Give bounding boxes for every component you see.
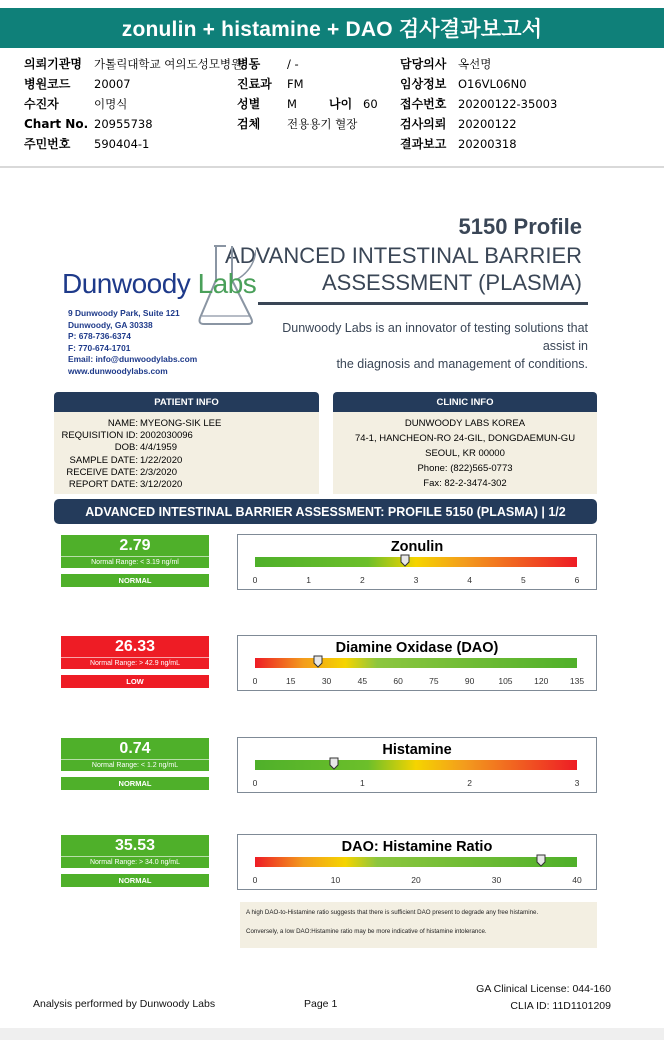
result-status-badge: NORMAL bbox=[61, 574, 209, 587]
footer-analysis: Analysis performed by Dunwoody Labs bbox=[33, 998, 216, 1010]
gauge-tick-label: 120 bbox=[534, 676, 549, 686]
gauge-tick-label: 1 bbox=[306, 575, 312, 585]
gauge-marker-icon bbox=[536, 854, 546, 867]
footer-page: Page 1 bbox=[304, 998, 338, 1010]
header-value: 이명식 bbox=[94, 97, 128, 111]
patient-info-label: NAME: bbox=[107, 418, 138, 429]
gauge-marker-icon bbox=[400, 554, 410, 567]
header-value: 가톨릭대학교 여의도성모병원 bbox=[94, 57, 243, 71]
result-range: Normal Range: > 34.0 ng/mL bbox=[61, 856, 209, 868]
gauge-tick-label: 2 bbox=[467, 778, 473, 788]
patient-info-value: 4/4/1959 bbox=[140, 442, 177, 454]
result-gauge bbox=[237, 534, 597, 590]
tagline-line: Dunwoody Labs is an innovator of testing solutions that assist in bbox=[282, 321, 588, 353]
report-page bbox=[0, 168, 664, 1028]
gauge-tick-label: 30 bbox=[491, 875, 502, 885]
gauge-marker-icon bbox=[329, 757, 339, 770]
profile-title: 5150 Profile bbox=[458, 214, 582, 239]
gauge-title: DAO: Histamine Ratio bbox=[341, 839, 493, 855]
assessment-title-line2: ASSESSMENT (PLASMA) bbox=[322, 270, 582, 295]
header-label: 병원코드 bbox=[24, 77, 71, 91]
patient-info-label: REPORT DATE: bbox=[68, 479, 138, 491]
gauge-tick-label: 60 bbox=[393, 676, 403, 686]
gauge-tick-label: 45 bbox=[357, 676, 368, 686]
gauge-tick-label: 3 bbox=[574, 778, 580, 788]
header-value: / - bbox=[287, 57, 299, 71]
header-label: 접수번호 bbox=[400, 97, 447, 111]
patient-info-value: 3/12/2020 bbox=[140, 479, 183, 491]
result-value: 35.53 bbox=[61, 835, 209, 856]
gauge-tick-label: 3 bbox=[413, 575, 419, 585]
gauge-bar bbox=[255, 857, 577, 867]
clinic-info-line: Fax: 82-2-3474-302 bbox=[423, 478, 507, 489]
clinic-info-line: DUNWOODY LABS KOREA bbox=[404, 418, 526, 429]
result-gauge bbox=[237, 737, 597, 793]
gauge-tick-label: 20 bbox=[411, 875, 421, 885]
header-label: 검사의뢰 bbox=[400, 117, 447, 131]
header-right-col bbox=[400, 56, 557, 152]
patient-info-value: 2/3/2020 bbox=[140, 466, 177, 478]
header-value: 590404-1 bbox=[94, 137, 150, 151]
header-label: 진료과 bbox=[237, 77, 272, 91]
result-gauge bbox=[237, 834, 597, 890]
header-label: 성별 bbox=[237, 97, 261, 111]
header-left-col bbox=[24, 56, 242, 152]
header-label: 나이 bbox=[329, 97, 353, 111]
footer-license: GA Clinical License: 044-160 bbox=[476, 983, 611, 995]
gauge-tick-label: 6 bbox=[574, 575, 580, 585]
header-value: 옥선명 bbox=[458, 57, 492, 71]
footer-clia: CLIA ID: 11D1101209 bbox=[510, 1000, 611, 1012]
assessment-title-line1: ADVANCED INTESTINAL BARRIER bbox=[225, 243, 582, 268]
header-label: 주민번호 bbox=[24, 137, 71, 151]
gauge-title: Diamine Oxidase (DAO) bbox=[335, 640, 499, 656]
gauge-tick-label: 0 bbox=[252, 676, 258, 686]
patient-info-label: DOB: bbox=[114, 442, 138, 454]
header-label: 의뢰기관명 bbox=[24, 57, 82, 71]
assessment-title bbox=[225, 242, 582, 296]
tagline-line: the diagnosis and management of conditions. bbox=[336, 357, 588, 371]
result-card bbox=[61, 636, 209, 688]
result-card bbox=[61, 535, 209, 587]
report-title: zonulin + histamine + DAO 검사결과보고서 bbox=[121, 18, 543, 41]
result-card bbox=[61, 835, 209, 887]
header-mid-col bbox=[237, 56, 378, 132]
header-label: 병동 bbox=[237, 57, 261, 71]
header-label: Chart No. bbox=[24, 117, 89, 131]
gauge-bar bbox=[255, 658, 577, 668]
report-title-bar bbox=[0, 8, 664, 48]
header-value: 60 bbox=[363, 97, 378, 111]
result-value: 26.33 bbox=[61, 636, 209, 657]
header-label: 담당의사 bbox=[400, 57, 447, 71]
logo-text-main: Dunwoody bbox=[62, 268, 191, 299]
section-title: ADVANCED INTESTINAL BARRIER ASSESSMENT: PROFILE 5150 (PLASMA) | 1/2 bbox=[85, 504, 566, 519]
header-label: 임상정보 bbox=[400, 77, 447, 91]
gauge-title: Histamine bbox=[382, 742, 452, 758]
patient-info-list bbox=[20, 418, 221, 491]
result-range: Normal Range: > 42.9 ng/mL bbox=[61, 657, 209, 669]
result-range: Normal Range: < 3.19 ng/ml bbox=[61, 556, 209, 568]
gauge-tick-label: 4 bbox=[467, 575, 473, 585]
company-address bbox=[68, 308, 197, 378]
company-logo bbox=[62, 268, 256, 300]
clinic-info-list bbox=[333, 416, 597, 491]
header-value: 20200318 bbox=[458, 137, 517, 151]
address-line: Dunwoody, GA 30338 bbox=[68, 319, 153, 330]
section-title-bar bbox=[54, 499, 597, 524]
company-tagline bbox=[248, 319, 588, 373]
header-value: O16VL06N0 bbox=[458, 77, 527, 91]
bottom-margin bbox=[0, 1028, 664, 1040]
ratio-note bbox=[240, 902, 597, 948]
result-card bbox=[61, 738, 209, 790]
header-value: 20955738 bbox=[94, 117, 153, 131]
patient-info-value: 2002030096 bbox=[140, 430, 193, 442]
gauge-tick-label: 1 bbox=[359, 778, 365, 788]
clinic-info-header: CLINIC INFO bbox=[333, 392, 597, 412]
result-status-badge: NORMAL bbox=[61, 777, 209, 790]
address-line: F: 770-674-1701 bbox=[68, 342, 131, 353]
logo-text-accent: Labs bbox=[197, 268, 257, 299]
gauge-tick-label: 5 bbox=[520, 575, 526, 585]
result-range: Normal Range: < 1.2 ng/mL bbox=[61, 759, 209, 771]
note-line: Conversely, a low DAO:Histamine ratio may be more indicative of histamine intolerance. bbox=[246, 928, 487, 935]
patient-info-header: PATIENT INFO bbox=[54, 392, 319, 412]
gauge-tick-label: 0 bbox=[252, 875, 258, 885]
result-status-badge: LOW bbox=[61, 675, 209, 688]
gauge-title: Zonulin bbox=[390, 539, 444, 555]
gauge-bar bbox=[255, 760, 577, 770]
gauge-bar bbox=[255, 557, 577, 567]
gauge-tick-label: 0 bbox=[252, 575, 258, 585]
gauge-tick-label: 30 bbox=[321, 676, 332, 686]
clinic-info-line: Phone: (822)565-0773 bbox=[417, 463, 513, 474]
gauge-tick-label: 0 bbox=[252, 778, 258, 788]
address-line: www.dunwoodylabs.com bbox=[68, 365, 168, 376]
note-line: A high DAO-to-Histamine ratio suggests that there is sufficient DAO present to degrade any free histamine. bbox=[246, 909, 539, 916]
address-line: 9 Dunwoody Park, Suite 121 bbox=[68, 308, 180, 318]
patient-info-value: MYEONG-SIK LEE bbox=[140, 418, 222, 429]
header-value: FM bbox=[287, 77, 304, 91]
patient-info-label: REQUISITION ID: bbox=[61, 430, 138, 442]
clinic-info-line: SEOUL, KR 00000 bbox=[425, 448, 505, 459]
address-line: P: 678-736-6374 bbox=[68, 331, 131, 342]
header-value: 전용용기 혈장 bbox=[287, 117, 358, 131]
result-value: 2.79 bbox=[61, 535, 209, 556]
patient-info-label: SAMPLE DATE: bbox=[69, 454, 138, 466]
gauge-tick-label: 75 bbox=[429, 676, 439, 686]
patient-info-label: RECEIVE DATE: bbox=[66, 466, 138, 478]
header-label: 수진자 bbox=[24, 97, 59, 111]
header-value: M bbox=[287, 97, 297, 111]
gauge-tick-label: 135 bbox=[569, 676, 585, 686]
gauge-tick-label: 105 bbox=[498, 676, 513, 686]
header-label: 검체 bbox=[237, 117, 261, 131]
result-gauge bbox=[237, 635, 597, 691]
header-label: 결과보고 bbox=[400, 137, 447, 151]
header-value: 20200122 bbox=[458, 117, 517, 131]
result-value: 0.74 bbox=[61, 738, 209, 759]
gauge-tick-label: 15 bbox=[286, 676, 296, 686]
gauge-tick-label: 2 bbox=[359, 575, 365, 585]
gauge-tick-label: 10 bbox=[330, 875, 341, 885]
patient-info-value: 1/22/2020 bbox=[140, 454, 183, 466]
gauge-marker-icon bbox=[313, 655, 323, 668]
clinic-info-line: 74-1, HANCHEON-RO 24-GIL, DONGDAEMUN-GU bbox=[354, 433, 576, 444]
result-status-badge: NORMAL bbox=[61, 874, 209, 887]
title-underline bbox=[258, 302, 588, 305]
gauge-tick-label: 40 bbox=[572, 875, 582, 885]
gauge-tick-label: 90 bbox=[464, 676, 475, 686]
header-value: 20200122-35003 bbox=[458, 97, 558, 111]
header-value: 20007 bbox=[94, 77, 131, 91]
address-line: Email: info@dunwoodylabs.com bbox=[68, 354, 198, 365]
